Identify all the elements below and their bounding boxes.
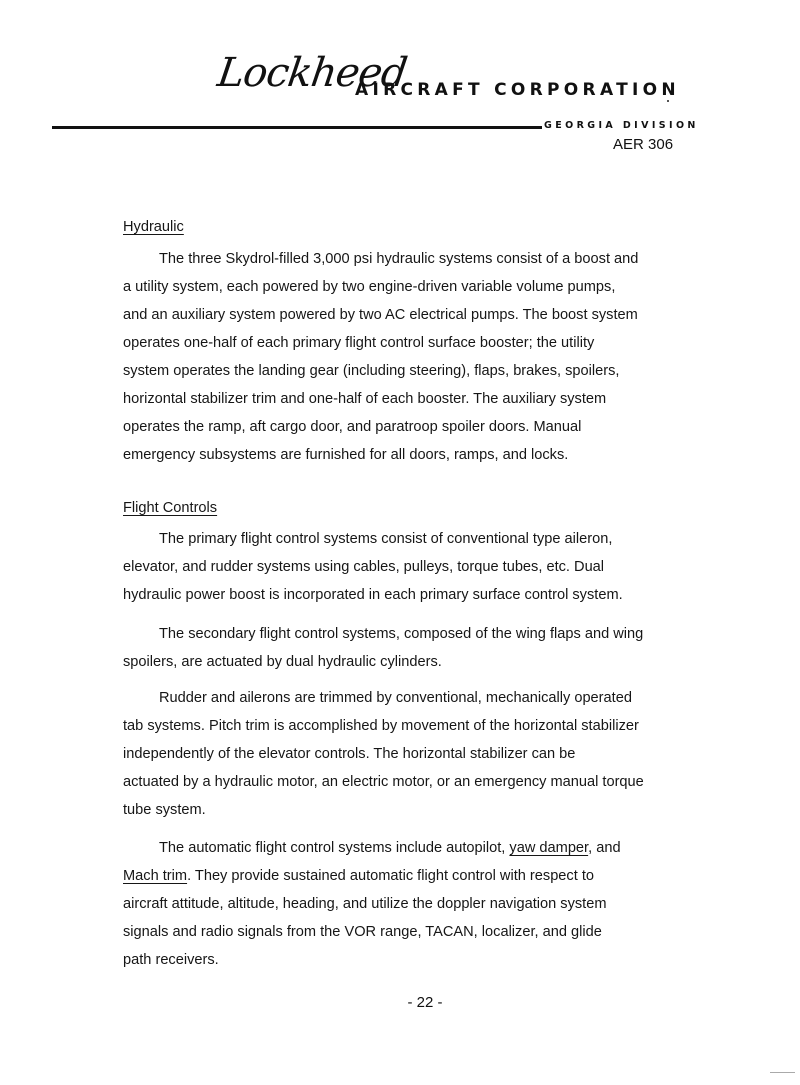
company-name: AIRCRAFT CORPORATION bbox=[355, 80, 680, 100]
text-line: elevator, and rudder systems using cables, pulleys, torque tubes, etc. Dual bbox=[123, 559, 605, 575]
hydraulic-paragraph bbox=[123, 245, 713, 469]
text-line: emergency subsystems are furnished for all doors, ramps, and locks. bbox=[123, 447, 569, 463]
text-line: operates the ramp, aft cargo door, and paratroop spoiler doors. Manual bbox=[123, 419, 582, 435]
text-line bbox=[123, 834, 713, 862]
text-fragment: , and bbox=[588, 840, 621, 856]
text-line: actuated by a hydraulic motor, an electric motor, or an emergency manual torque bbox=[123, 774, 644, 790]
text-line: hydraulic power boost is incorporated in each primary surface control system. bbox=[123, 587, 623, 603]
flight-controls-paragraph-1 bbox=[123, 525, 713, 609]
text-line: independently of the elevator controls. The horizontal stabilizer can be bbox=[123, 746, 576, 762]
underlined-term-yaw-damper: yaw damper bbox=[509, 840, 589, 856]
text-line bbox=[123, 862, 713, 890]
text-line: tube system. bbox=[123, 802, 206, 818]
text-line: The secondary flight control systems, composed of the wing flaps and wing bbox=[159, 626, 644, 642]
text-line: operates one-half of each primary flight control surface booster; the utility bbox=[123, 335, 595, 351]
speck-mark bbox=[667, 100, 669, 102]
text-line: horizontal stabilizer trim and one-half of each booster. The auxiliary system bbox=[123, 391, 607, 407]
text-fragment: . They provide sustained automatic flight control with respect to bbox=[187, 868, 595, 884]
text-fragment: The automatic flight control systems include autopilot, bbox=[159, 840, 510, 856]
division-name: GEORGIA DIVISION bbox=[544, 120, 699, 131]
text-line: a utility system, each powered by two engine-driven variable volume pumps, bbox=[123, 279, 616, 295]
text-line: spoilers, are actuated by dual hydraulic cylinders. bbox=[123, 654, 442, 670]
scan-edge-mark bbox=[770, 1072, 795, 1073]
text-line: and an auxiliary system powered by two AC electrical pumps. The boost system bbox=[123, 307, 638, 323]
lockheed-logo-script: Lockheed bbox=[214, 50, 410, 96]
text-line: aircraft attitude, altitude, heading, and utilize the doppler navigation system bbox=[123, 896, 607, 912]
text-line: Rudder and ailerons are trimmed by conventional, mechanically operated bbox=[159, 690, 632, 706]
section-heading-flight-controls: Flight Controls bbox=[123, 500, 218, 516]
page-number: - 22 - bbox=[407, 994, 443, 1011]
underlined-term-mach-trim: Mach trim bbox=[123, 868, 188, 884]
text-line: signals and radio signals from the VOR range, TACAN, localizer, and glide bbox=[123, 924, 602, 940]
text-line: system operates the landing gear (including steering), flaps, brakes, spoilers, bbox=[123, 363, 620, 379]
text-line: tab systems. Pitch trim is accomplished by movement of the horizontal stabilizer bbox=[123, 718, 639, 734]
flight-controls-paragraph-3 bbox=[123, 684, 713, 824]
section-heading-hydraulic: Hydraulic bbox=[123, 219, 184, 235]
text-line: The primary flight control systems consist of conventional type aileron, bbox=[159, 531, 613, 547]
flight-controls-paragraph-4 bbox=[123, 834, 713, 974]
text-line: path receivers. bbox=[123, 952, 219, 968]
document-code: AER 306 bbox=[613, 136, 674, 153]
text-line: The three Skydrol-filled 3,000 psi hydraulic systems consist of a boost and bbox=[159, 251, 639, 267]
flight-controls-paragraph-2 bbox=[123, 620, 713, 676]
letterhead-rule bbox=[52, 126, 542, 129]
